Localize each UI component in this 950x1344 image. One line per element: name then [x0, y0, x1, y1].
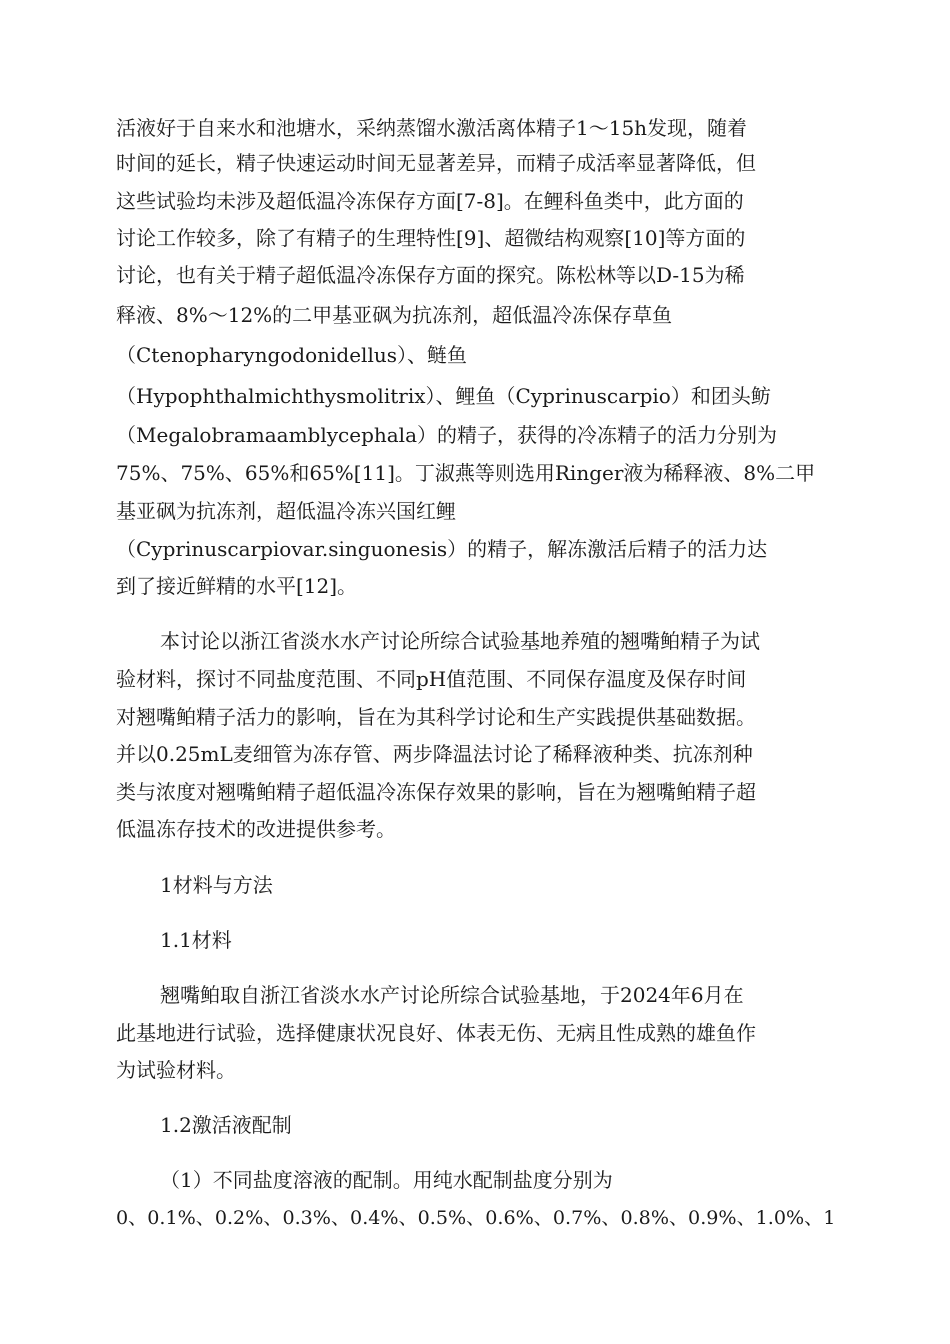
paragraph-1-line-9: （Megalobramaamblycephala）的精子，获得的冷冻精子的活力分别为: [116, 423, 778, 447]
paragraph-1-line-5: 讨论，也有关于精子超低温冷冻保存方面的探究。陈松林等以D-15为稀: [116, 263, 745, 287]
paragraph-4-line-1: （1）不同盐度溶液的配制。用纯水配制盐度分别为: [160, 1168, 613, 1192]
paragraph-2-line-2: 验材料，探讨不同盐度范围、不同pH值范围、不同保存温度及保存时间: [116, 667, 747, 691]
paragraph-1-line-8: （Hypophthalmichthysmolitrix）、鲤鱼（Cyprinuscarpio）和团头鲂: [116, 384, 771, 408]
paragraph-1-line-6: 释液、8%～12%的二甲基亚砜为抗冻剂，超低温冷冻保存草鱼: [116, 303, 673, 327]
subsection-heading-materials: 1.1材料: [160, 928, 232, 952]
paragraph-1-line-12: （Cyprinuscarpiovar.singuonesis）的精子，解冻激活后精子的活力达: [116, 537, 768, 561]
paragraph-1-line-7: （Ctenopharyngodonidellus）、鲢鱼: [116, 343, 467, 367]
paragraph-1-line-13: 到了接近鲜精的水平[12]。: [116, 574, 358, 598]
paragraph-1-line-10: 75%、75%、65%和65%[11]。丁淑燕等则选用Ringer液为稀释液、8%二甲: [116, 461, 816, 485]
paragraph-1-line-11: 基亚砜为抗冻剂，超低温冷冻兴国红鲤: [116, 499, 456, 523]
paragraph-2-line-1: 本讨论以浙江省淡水水产讨论所综合试验基地养殖的翘嘴鲌精子为试: [160, 629, 760, 653]
paragraph-1-line-3: 这些试验均未涉及超低温冷冻保存方面[7-8]。在鲤科鱼类中，此方面的: [116, 189, 744, 213]
subsection-heading-activation: 1.2激活液配制: [160, 1113, 292, 1137]
paragraph-3-line-2: 此基地进行试验，选择健康状况良好、体表无伤、无病且性成熟的雄鱼作: [116, 1021, 756, 1045]
paragraph-2-line-5: 类与浓度对翘嘴鲌精子超低温冷冻保存效果的影响，旨在为翘嘴鲌精子超: [116, 780, 756, 804]
paragraph-3-line-3: 为试验材料。: [116, 1058, 236, 1082]
paragraph-4-line-2: 0、0.1%、0.2%、0.3%、0.4%、0.5%、0.6%、0.7%、0.8%、0.9%、1.0%、1: [116, 1206, 836, 1229]
paragraph-1-line-4: 讨论工作较多，除了有精子的生理特性[9]、超微结构观察[10]等方面的: [116, 226, 746, 250]
paragraph-1-line-2: 时间的延长，精子快速运动时间无显著差异，而精子成活率显著降低，但: [116, 151, 756, 175]
paragraph-2-line-4: 并以0.25mL麦细管为冻存管、两步降温法讨论了稀释液种类、抗冻剂种: [116, 742, 753, 766]
paragraph-2-line-3: 对翘嘴鲌精子活力的影响，旨在为其科学讨论和生产实践提供基础数据。: [116, 705, 756, 729]
paragraph-2-line-6: 低温冻存技术的改进提供参考。: [116, 817, 396, 841]
paragraph-3-line-1: 翘嘴鲌取自浙江省淡水水产讨论所综合试验基地，于2024年6月在: [160, 983, 744, 1007]
section-heading: 1材料与方法: [160, 873, 273, 897]
paragraph-1-line-1: 活液好于自来水和池塘水，采纳蒸馏水激活离体精子1～15h发现，随着: [116, 116, 748, 140]
